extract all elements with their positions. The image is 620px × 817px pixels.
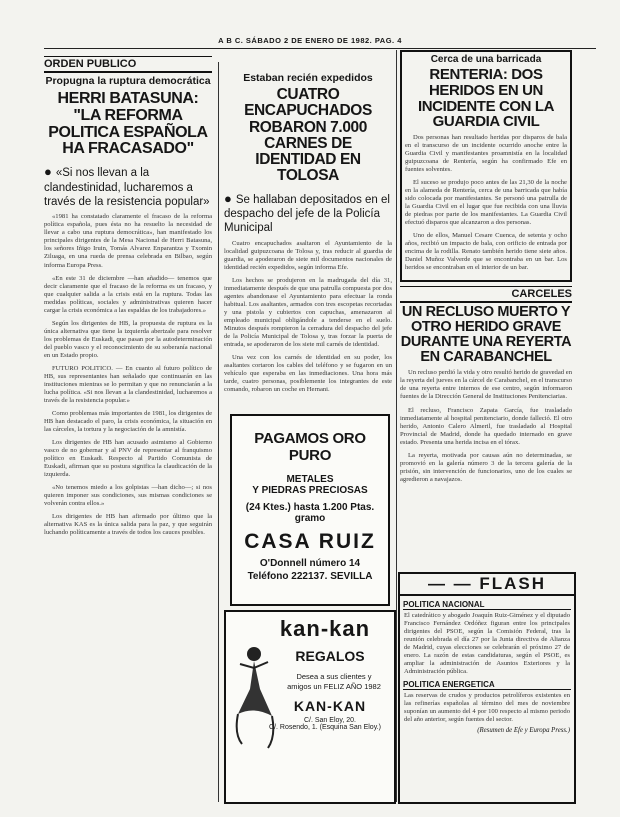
- right-body: [405, 134, 567, 273]
- paragraph: Los hechos se produjeron en la madrugada del día 31, inmediatamente después de que una patrulla compuesta por dos agentes abandonase el Ayuntamiento para efectuar la ronda habitual. Los asaltantes, armados con tres escopetas recortadas y una pistola y cubiertos con capuchas, amenazaron al empleado municipal obligándole a tenderse en el suelo. Minutos después rompieron la cerradura del despacho del jefe de la Policía Municipal de Tolosa y, tras forzar la puerta de entrada, se apoderaron de los siete mil carnés de identidad.: [224, 276, 392, 349]
- paragraph: «En este 31 de diciembre —han añadido— tenemos que decir claramente que el fracaso de la reforma es un fracaso, y que cualquier salida a la crisis está en la ruptura. Todas las medidas políticas, sociales y administrativas quieren hacer cargar la crisis económica a las espaldas de los trabajadores.»: [44, 274, 212, 314]
- bullet-icon: ●: [224, 190, 232, 206]
- ad2-brand: kan-kan: [279, 616, 371, 641]
- ad2-line2: Desea a sus clientes y amigos un FELIZ AÑO 1982: [287, 672, 381, 691]
- flash-text2: Las reservas de crudos y productos petrolíferos existentes en las refinerías españolas al término del mes de noviembre suponían un aumento del 4 por 100 respecto al mismo periodo del año anterior, según fuentes del sector.: [404, 692, 570, 724]
- flash-title-text: FLASH: [479, 574, 547, 593]
- middle-bullet-text: Se hallaban depositados en el despacho del jefe de la Policía Municipal: [224, 193, 390, 235]
- flash-dashes: — —: [427, 574, 480, 593]
- right-headline2: UN RECLUSO MUERTO Y OTRO HERIDO GRAVE DURANTE UNA REYERTA EN CARABANCHEL: [400, 303, 572, 366]
- ad1-line7: O'Donnell número 14: [259, 558, 361, 569]
- middle-headline: CUATRO ENCAPUCHADOS ROBARON 7.000 CARNES DE IDENTIDAD EN TOLOSA: [244, 86, 372, 185]
- left-body: [44, 213, 212, 537]
- dancer-illustration: [232, 644, 278, 764]
- renteria-box: [400, 50, 572, 282]
- paragraph: Una vez con los carnés de identidad en su poder, los asaltantes cortaron los cables del teléfono y se fugaron en un vehículo que esperaba en las inmediaciones. Una hora más tarde, cuatro personas, posiblemente los integrantes de este comando, robaron un coche en Hernani.: [224, 354, 392, 394]
- header-rule: [44, 48, 596, 49]
- flash-text1: El catedrático y abogado Joaquín Ruiz-Giménez y el diputado Francisco Fernández Ordóñez figuran entre los principales dirigentes del PSOE, según la Comisión Federal, tras la reunión celebrada el día 27 por la Junta directiva de Alianza de Madrid, cuyas elecciones se celebrarán el próximo 27 de enero. La razón de estas candidaturas, según el PSOE, es ampliar la administración de Asuntos Exteriores y la Administración pública.: [404, 612, 570, 676]
- ad1-line4: (24 Ktes.) hasta 1.200 Ptas.: [245, 502, 375, 513]
- paragraph: El suceso se produjo poco antes de las 21,30 de la noche en la alameda de Rentería, cerca de una barricada que había sido colocada por manifestantes. Se personó una patrulla de la Guardia Civil en el lugar que fue recibida con una lluvia de piedras por parte de los manifestantes. La Guardia Civil efectuó disparos que alcanzaron a dos personas.: [405, 179, 567, 227]
- paragraph: Los dirigentes de HB han acusado asimismo al Gobierno vasco de no gobernar y al PNV de representar al franquismo político en Euskadi. Respecto al Partido Comunista de Euskadi, afirman que su postura significa la claudicación de la izquierda.: [44, 439, 212, 479]
- flash-sub2: POLITICA ENERGETICA: [403, 680, 571, 690]
- left-headline: HERRI BATASUNA: "LA REFORMA POLITICA ESPAÑOLA HA FRACASADO": [48, 90, 208, 158]
- column-rule: [218, 62, 219, 802]
- flash-sub1: POLITICA NACIONAL: [403, 600, 571, 610]
- paragraph: Un recluso perdió la vida y otro resultó herido de gravedad en la reyerta del jueves en la cárcel de Carabanchel, en el transcurso de una reyerta entre internos de ese centro, según informaron fuentes de la Dirección General de Instituciones Penitenciarias.: [400, 369, 572, 401]
- left-column: [44, 56, 212, 801]
- right-headline: RENTERIA: DOS HERIDOS EN UN INCIDENTE CON LA GUARDIA CIVIL: [417, 66, 555, 131]
- ad-casa-ruiz: [230, 414, 390, 606]
- ad2-line1: REGALOS: [295, 648, 365, 664]
- middle-kicker: Estaban recién expedidos: [243, 72, 373, 84]
- paragraph: La reyerta, motivada por causas aún no determinadas, se promovió en la galería número 3 de la tercera galería de la prisión, sin intervención de funcionarios, uno de los cuales se agredieron a navajazos.: [400, 451, 572, 483]
- section-title-carceles: CARCELES: [400, 286, 572, 303]
- paragraph: Los dirigentes de HB han afirmado por último que la alternativa KAS es la única salida para la paz, y que seguirán luchando políticamente a través de todos los cauces posibles.: [44, 513, 212, 537]
- paragraph: Dos personas han resultado heridas por disparos de bala en el transcurso de un incidente ocurrido anoche entre la Guardia Civil y manifestantes proamnistía en la localidad guipuzcoana de Rentería, según ha confirmado Efe en fuentes solventes.: [405, 134, 567, 174]
- bullet-icon: ●: [44, 164, 52, 180]
- ad2-addr1: C/. San Eloy, 20.: [303, 716, 356, 724]
- paragraph: Cuatro encapuchados asaltaron el Ayuntamiento de la localidad guipuzcoana de Tolosa y, tras reducir al guardia de guardia, se apoderaron de siete mil documentos nacionales de identidad recién expedidos, según informa Efe.: [224, 239, 392, 271]
- ad1-line5: gramo: [294, 513, 326, 524]
- left-bullet-text: «Si nos llevan a la clandestinidad, lucharemos a través de la resistencia popular»: [44, 167, 210, 208]
- page-header-line: A B C. SÁBADO 2 DE ENERO DE 1982. PAG. 4: [218, 36, 402, 45]
- paragraph: Según los dirigentes de HB, la propuesta de ruptura es la única alternativa que tiene la izquierda abertzale para resolver los problemas de Euskadi, que pasan por la autodeterminación del pueblo vasco y el reconocimiento de su soberanía nacional en un Estado propio.: [44, 319, 212, 359]
- flash-title: [400, 574, 574, 596]
- paragraph: FUTURO POLITICO. — En cuanto al futuro político de HB, sus representantes han señalado que continuarán en las instituciones mientras se lo permitan y que no renunciarán a la lucha política. «Si nos llevan a la clandestinidad, lucharemos a través de la resistencia popular.»: [44, 364, 212, 404]
- middle-body: [224, 240, 392, 395]
- right-kicker: Cerca de una barricada: [430, 54, 542, 65]
- ad1-line2: METALES: [286, 474, 334, 485]
- ad2-brand2: KAN-KAN: [293, 697, 367, 714]
- ad1-line6: CASA RUIZ: [244, 530, 376, 553]
- paragraph: Como problemas más importantes de 1981, los dirigentes de HB han destacado el paro, la crisis económica, la situación en las cárceles, la tortura y la negociación de la amnistía.: [44, 410, 212, 434]
- left-kicker: Propugna la ruptura democrática: [45, 75, 211, 87]
- ad1-line8: Teléfono 222137. SEVILLA: [247, 571, 373, 582]
- ad1-line3: Y PIEDRAS PRECIOSAS: [252, 485, 368, 496]
- right-column: [400, 50, 572, 570]
- paragraph: El recluso, Francisco Zapata García, fue trasladado inmediatamente al hospital penitenciario, donde falleció. El otro herido, Antonio Calero Almeril, fue trasladado al Hospital Provincial de Madrid, donde ha quedado internado en grave estado. Presenta una herida incisa en el tórax.: [400, 406, 572, 446]
- middle-bullet: [224, 191, 392, 236]
- middle-column: [224, 72, 392, 402]
- paragraph: «1981 ha constatado claramente el fracaso de la reforma política española, pues ésta no ha resuelto la necesidad de llevar a cabo una ruptura democrática», han manifestado los principales dirigentes de la Mesa Nacional de Herri Batasuna, los señores Iñigo Iruin, Tomás Alvarez Enparantza y Txomin Ziluaga, en una rueda de prensa celebrada en Bilbao, según informa Europa Press.: [44, 213, 212, 269]
- ad2-addr2: C/. Rosendo, 1. (Esquina San Eloy.): [269, 723, 381, 731]
- flash-credit: (Resumen de Efe y Europa Press.): [477, 727, 570, 735]
- paragraph: Uno de ellos, Manuel Cesare Cuenca, de setenta y ocho años, recibió un impacto de bala, con orificio de entrada por encima de la rodilla. Renato también herido tiene siete años. Daniel Muñoz Valverde que se encontraba en un bar. Los heridos se encontraban en el interior de un bar.: [405, 232, 567, 272]
- ad-kan-kan: [224, 610, 396, 804]
- ad1-line1: PAGAMOS ORO PURO: [254, 430, 366, 464]
- column-rule: [396, 50, 397, 802]
- flash-box: [398, 572, 576, 804]
- left-bullet: [44, 164, 212, 209]
- paragraph: «No tenemos miedo a los golpistas —han dicho—; si nos quieren imponer sus condiciones, sus mismas condiciones se volverán contra ellos.»: [44, 484, 212, 508]
- page-header: [0, 36, 620, 45]
- section-title-orden-publico: ORDEN PUBLICO: [44, 56, 212, 73]
- right-body2: [400, 369, 572, 483]
